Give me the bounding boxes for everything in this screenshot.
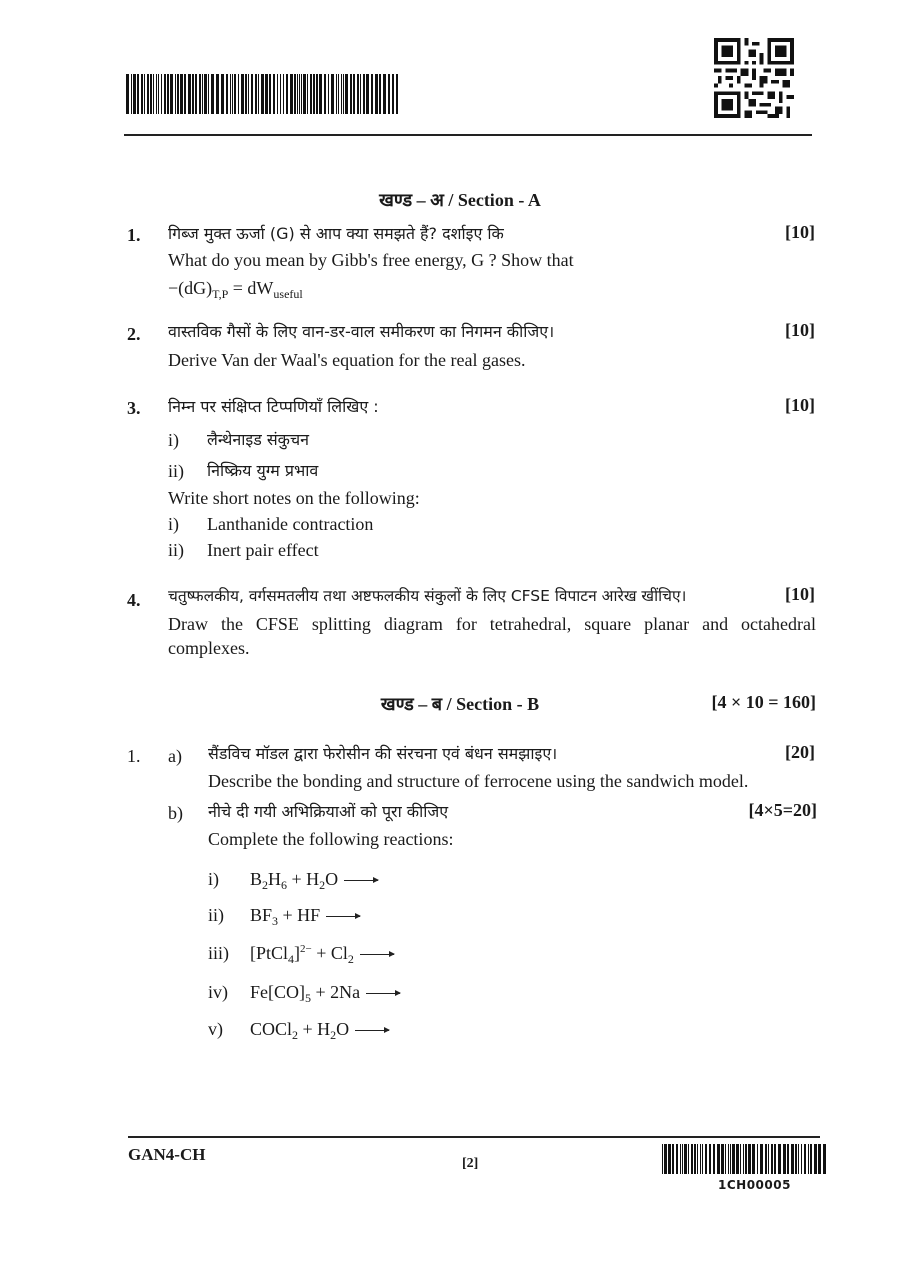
footer-serial: 1CH00005: [718, 1178, 791, 1192]
top-barcode: [126, 74, 400, 114]
q1-equation: [168, 278, 303, 302]
barcode-stripe: [360, 74, 361, 114]
barcode-stripe: [238, 74, 239, 114]
q1-hindi: गिब्ज मुक्त ऊर्जा (G) से आप क्या समझते हैं? दर्शाइए कि: [168, 224, 504, 243]
barcode-stripe: [688, 1144, 689, 1174]
barcode-stripe: [299, 74, 300, 114]
barcode-stripe: [277, 74, 278, 114]
barcode-stripe: [265, 74, 268, 114]
barcode-stripe: [787, 1144, 789, 1174]
q2-marks: [10]: [785, 320, 815, 340]
q4-marks: [10]: [785, 584, 815, 604]
barcode-stripe: [748, 1144, 751, 1174]
q3-hindi: निम्न पर संक्षिप्त टिप्पणियाँ लिखिए :: [168, 397, 379, 416]
barcode-stripe: [303, 74, 306, 114]
barcode-stripe: [375, 74, 378, 114]
barcode-stripe: [144, 74, 145, 114]
q3-number: 3.: [127, 398, 141, 418]
barcode-stripe: [324, 74, 326, 114]
reaction-equation: COCl$_2$ + $H_2O$: [250, 1019, 389, 1043]
barcode-stripe: [765, 1144, 767, 1174]
barcode-stripe: [216, 74, 219, 114]
barcode-stripe: [713, 1144, 715, 1174]
barcode-stripe: [694, 1144, 696, 1174]
barcode-stripe: [392, 74, 394, 114]
section-b-heading: खण्ड – ब / Section - B: [380, 694, 540, 714]
barcode-stripe: [818, 1144, 821, 1174]
barcode-stripe: [248, 74, 249, 114]
barcode-stripe: [273, 74, 275, 114]
q3-english: Write short notes on the following:: [168, 488, 420, 508]
barcode-stripe: [208, 74, 209, 114]
barcode-stripe: [768, 1144, 769, 1174]
barcode-stripe: [241, 74, 244, 114]
barcode-stripe: [717, 1144, 720, 1174]
barcode-stripe: [778, 1144, 781, 1174]
barcode-stripe: [383, 74, 386, 114]
barcode-stripe: [732, 1144, 735, 1174]
barcode-stripe: [192, 74, 194, 114]
barcode-stripe: [350, 74, 352, 114]
barcode-stripe: [283, 74, 284, 114]
barcode-stripe: [363, 74, 365, 114]
barcode-stripe: [328, 74, 329, 114]
barcode-stripe: [341, 74, 342, 114]
reaction-label: iv): [208, 982, 228, 1002]
barcode-stripe: [736, 1144, 739, 1174]
q3-hindi-item-text: निष्क्रिय युग्म प्रभाव: [207, 461, 319, 480]
q2-english: Derive Van der Waal's equation for the real gases.: [168, 350, 526, 370]
barcode-stripe: [801, 1144, 802, 1174]
barcode-stripe: [795, 1144, 797, 1174]
q3-hindi-item-text: लैन्थेनाइड संकुचन: [207, 430, 310, 449]
q4-english: Draw the CFSE splitting diagram for tetrahedral, square planar and octahedral complexes.: [168, 614, 816, 658]
reaction-arrow-icon: [326, 916, 360, 917]
barcode-stripe: [810, 1144, 812, 1174]
barcode-stripe: [808, 1144, 809, 1174]
barcode-stripe: [226, 74, 228, 114]
barcode-stripe: [353, 74, 355, 114]
barcode-stripe: [676, 1144, 678, 1174]
barcode-stripe: [221, 74, 224, 114]
sb-q1b-hindi: नीचे दी गयी अभिक्रियाओं को पूरा कीजिए: [208, 802, 449, 821]
footer-barcode: [662, 1144, 828, 1174]
barcode-stripe: [137, 74, 139, 114]
barcode-stripe: [338, 74, 339, 114]
page-number: [2]: [462, 1156, 479, 1171]
q2-hindi: वास्तविक गैसों के लिए वान-डर-वाल समीकरण का निगमन कीजिए।: [168, 322, 555, 341]
barcode-stripe: [743, 1144, 744, 1174]
barcode-stripe: [672, 1144, 674, 1174]
reaction-arrow-icon: [366, 993, 400, 994]
q3-hindi-item-label: ii): [168, 461, 184, 481]
q3-english-item-label: i): [168, 514, 179, 534]
barcode-stripe: [280, 74, 281, 114]
barcode-stripe: [175, 74, 176, 114]
barcode-stripe: [161, 74, 162, 114]
barcode-stripe: [211, 74, 214, 114]
barcode-stripe: [230, 74, 231, 114]
q2-number: 2.: [127, 324, 141, 344]
barcode-stripe: [310, 74, 312, 114]
barcode-stripe: [388, 74, 390, 114]
barcode-stripe: [798, 1144, 799, 1174]
barcode-stripe: [774, 1144, 776, 1174]
reaction-equation: [PtCl$_4$]$^{2-}$ + $Cl_2$: [250, 943, 394, 967]
barcode-stripe: [156, 74, 157, 114]
barcode-stripe: [195, 74, 197, 114]
q1-equation-mid: = dW: [228, 278, 274, 298]
barcode-stripe: [823, 1144, 826, 1174]
barcode-stripe: [307, 74, 308, 114]
reaction-equation: $Fe[CO]_5 + 2Na$: [250, 982, 400, 1006]
barcode-stripe: [791, 1144, 794, 1174]
barcode-stripe: [757, 1144, 758, 1174]
q1-equation-left: −(dG): [168, 278, 213, 298]
barcode-stripe: [141, 74, 143, 114]
barcode-stripe: [664, 1144, 667, 1174]
barcode-stripe: [301, 74, 302, 114]
barcode-stripe: [814, 1144, 817, 1174]
section-a-heading: खण्ड – अ / Section - A: [379, 190, 541, 210]
barcode-stripe: [147, 74, 149, 114]
barcode-stripe: [188, 74, 191, 114]
reaction-arrow-icon: [355, 1030, 389, 1031]
barcode-stripe: [730, 1144, 731, 1174]
barcode-stripe: [725, 1144, 726, 1174]
section-b-marks: [4 × 10 = 160]: [711, 692, 816, 712]
barcode-stripe: [261, 74, 264, 114]
q3-english-item-text: Inert pair effect: [207, 540, 319, 560]
sb-q1a-marks: [20]: [785, 742, 815, 762]
barcode-stripe: [662, 1144, 663, 1174]
barcode-stripe: [396, 74, 398, 114]
reaction-arrow-icon: [360, 954, 394, 955]
barcode-stripe: [150, 74, 152, 114]
q3-english-item-label: ii): [168, 540, 184, 560]
sb-q1b-marks: [4×5=20]: [748, 800, 817, 820]
barcode-stripe: [728, 1144, 729, 1174]
q3-hindi-item-label: i): [168, 430, 179, 450]
barcode-stripe: [133, 74, 136, 114]
reaction-label: i): [208, 869, 219, 889]
q1-marks: [10]: [785, 222, 815, 242]
barcode-stripe: [232, 74, 233, 114]
q1-equation-left-sub: T,P: [212, 287, 229, 301]
q4-hindi: चतुष्फलकीय, वर्गसमतलीय तथा अष्टफलकीय संकुलों के लिए CFSE विपाटन आरेख खींचिए।: [168, 587, 687, 605]
barcode-stripe: [245, 74, 247, 114]
barcode-stripe: [804, 1144, 806, 1174]
reaction-equation: $BF_3$ + HF: [250, 905, 360, 929]
barcode-stripe: [668, 1144, 671, 1174]
barcode-stripe: [336, 74, 337, 114]
barcode-stripe: [691, 1144, 693, 1174]
barcode-stripe: [345, 74, 348, 114]
reaction-equation: $B_2H_6 + H_2O$: [250, 869, 378, 893]
barcode-stripe: [294, 74, 296, 114]
qr-code: [714, 38, 794, 118]
q3-english-item-text: Lanthanide contraction: [207, 514, 374, 534]
barcode-stripe: [740, 1144, 741, 1174]
barcode-stripe: [131, 74, 132, 114]
barcode-stripe: [371, 74, 373, 114]
barcode-stripe: [313, 74, 315, 114]
sb-q1-number: 1.: [127, 746, 141, 766]
sb-q1a-label: a): [168, 746, 182, 766]
q1-english: What do you mean by Gibb's free energy, G ? Show that: [168, 250, 574, 270]
barcode-stripe: [204, 74, 207, 114]
barcode-stripe: [158, 74, 159, 114]
barcode-stripe: [684, 1144, 687, 1174]
barcode-stripe: [126, 74, 129, 114]
barcode-stripe: [752, 1144, 755, 1174]
barcode-stripe: [783, 1144, 786, 1174]
barcode-stripe: [366, 74, 369, 114]
barcode-stripe: [771, 1144, 773, 1174]
q4-number: 4.: [127, 590, 141, 610]
barcode-stripe: [184, 74, 186, 114]
reaction-arrow-icon: [344, 880, 378, 881]
reaction-label: v): [208, 1019, 223, 1039]
sb-q1b-label: b): [168, 803, 183, 823]
barcode-stripe: [286, 74, 288, 114]
barcode-stripe: [297, 74, 298, 114]
barcode-stripe: [170, 74, 173, 114]
reaction-label: ii): [208, 905, 224, 925]
barcode-stripe: [331, 74, 334, 114]
sb-q1a-hindi: सैंडविच मॉडल द्वारा फेरोसीन की संरचना एवं बंधन समझाइए।: [208, 744, 558, 763]
barcode-stripe: [721, 1144, 724, 1174]
q3-marks: [10]: [785, 395, 815, 415]
barcode-stripe: [680, 1144, 681, 1174]
barcode-stripe: [697, 1144, 698, 1174]
barcode-stripe: [251, 74, 253, 114]
sb-q1b-english: Complete the following reactions:: [208, 829, 454, 849]
barcode-stripe: [258, 74, 259, 114]
barcode-stripe: [319, 74, 322, 114]
barcode-stripe: [164, 74, 166, 114]
barcode-stripe: [343, 74, 344, 114]
barcode-stripe: [199, 74, 201, 114]
barcode-stripe: [379, 74, 381, 114]
footer-rule: [128, 1136, 820, 1138]
barcode-stripe: [316, 74, 318, 114]
barcode-stripe: [234, 74, 236, 114]
q1-number: 1.: [127, 225, 141, 245]
barcode-stripe: [202, 74, 203, 114]
barcode-stripe: [167, 74, 169, 114]
barcode-stripe: [760, 1144, 763, 1174]
barcode-stripe: [153, 74, 154, 114]
barcode-stripe: [700, 1144, 701, 1174]
barcode-stripe: [702, 1144, 703, 1174]
sb-q1a-english: Describe the bonding and structure of ferrocene using the sandwich model.: [208, 771, 749, 791]
barcode-stripe: [682, 1144, 683, 1174]
header-rule: [124, 134, 812, 136]
footer-code: GAN4-CH: [128, 1145, 206, 1164]
q1-equation-sub: useful: [273, 287, 303, 301]
barcode-stripe: [357, 74, 359, 114]
barcode-stripe: [255, 74, 257, 114]
barcode-stripe: [180, 74, 183, 114]
barcode-stripe: [709, 1144, 711, 1174]
reaction-label: iii): [208, 943, 229, 963]
barcode-stripe: [745, 1144, 747, 1174]
barcode-stripe: [290, 74, 293, 114]
barcode-stripe: [705, 1144, 707, 1174]
barcode-stripe: [177, 74, 179, 114]
barcode-stripe: [269, 74, 271, 114]
